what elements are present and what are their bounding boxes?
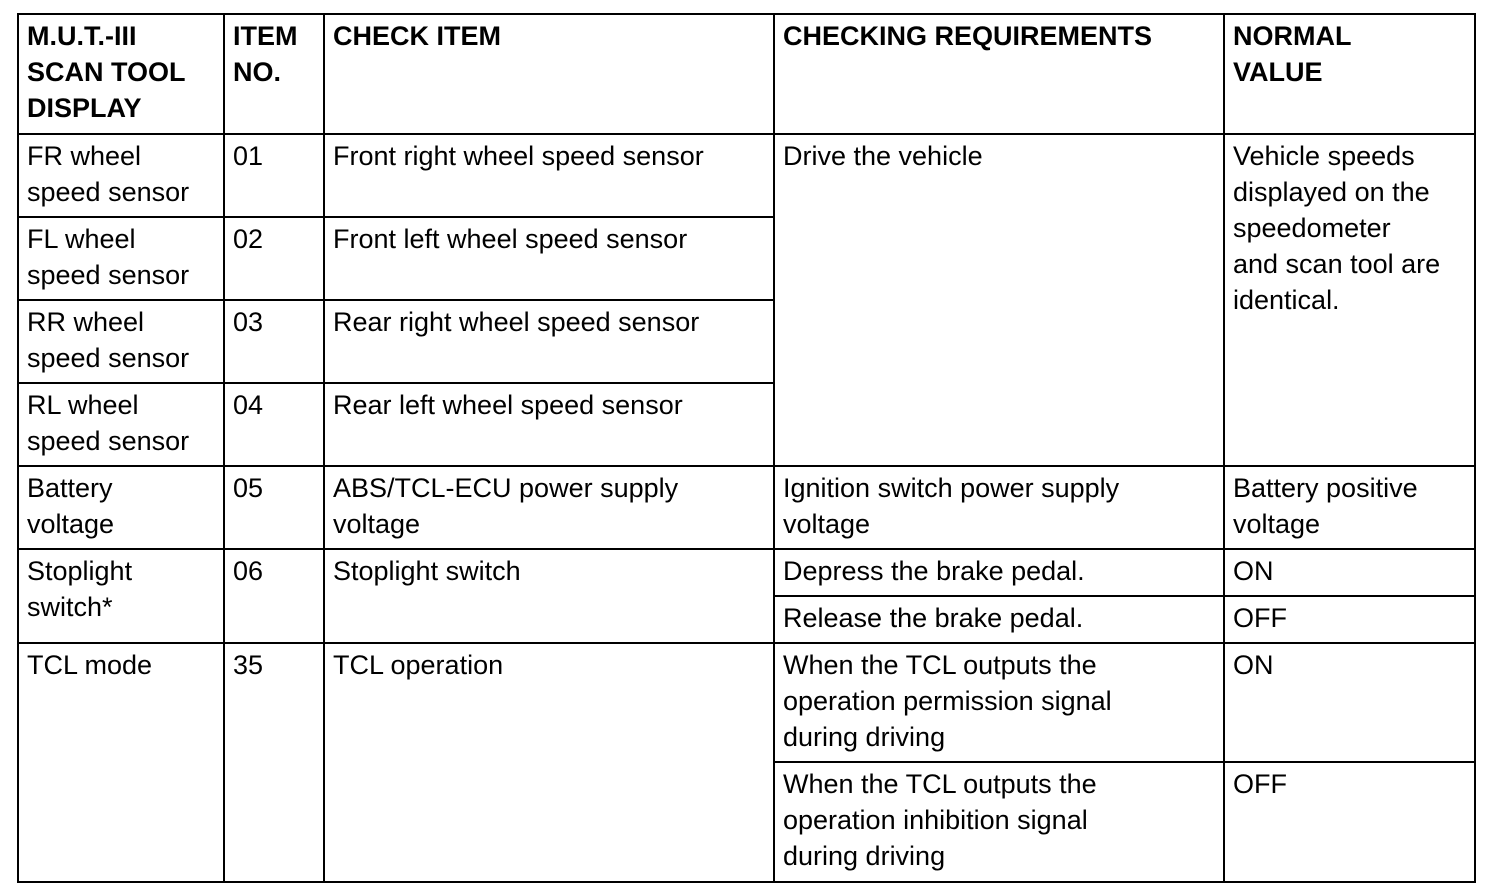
check-item-text: Front right wheel speed sensor [333, 141, 704, 171]
header-check-item [324, 14, 774, 134]
item-no-cell [224, 383, 324, 466]
normal-value-text: OFF [1233, 603, 1287, 633]
table-row [18, 466, 1475, 549]
header-normal-value-label: NORMAL VALUE [1233, 21, 1352, 87]
normal-value-text: Battery positive voltage [1233, 473, 1418, 539]
requirement-text: Ignition switch power supply voltage [783, 473, 1120, 539]
normal-value-text: Vehicle speeds displayed on the speedometer and scan tool are identical. [1233, 141, 1441, 315]
check-item-text: ABS/TCL-ECU power supply voltage [333, 473, 679, 539]
item-no-text: 05 [233, 473, 264, 503]
check-item-cell [324, 383, 774, 466]
header-item-no [224, 14, 324, 134]
item-no-cell [224, 300, 324, 383]
item-no-text: 03 [233, 307, 264, 337]
display-cell [18, 643, 224, 882]
check-item-text: Rear right wheel speed sensor [333, 307, 700, 337]
normal-value-cell [1224, 762, 1475, 882]
normal-value-cell [1224, 466, 1475, 549]
data-list-table [17, 13, 1476, 883]
normal-value-text: OFF [1233, 769, 1287, 799]
table-row [18, 643, 1475, 762]
item-no-text: 01 [233, 141, 264, 171]
display-cell [18, 217, 224, 300]
table-row [18, 134, 1475, 217]
requirement-text: Release the brake pedal. [783, 603, 1084, 633]
display-text: FL wheel speed sensor [27, 224, 190, 290]
check-item-cell [324, 549, 774, 643]
item-no-text: 06 [233, 556, 264, 586]
item-no-cell [224, 549, 324, 643]
check-item-cell [324, 300, 774, 383]
check-item-text: TCL operation [333, 650, 504, 680]
check-item-cell [324, 643, 774, 882]
check-item-cell [324, 217, 774, 300]
item-no-text: 35 [233, 650, 264, 680]
requirement-cell [774, 466, 1224, 549]
display-text: Stoplight switch* [27, 556, 133, 622]
display-text: TCL mode [27, 650, 153, 680]
display-text: RL wheel speed sensor [27, 390, 190, 456]
header-normal-value [1224, 14, 1475, 134]
check-item-cell [324, 466, 774, 549]
display-text: Battery voltage [27, 473, 115, 539]
requirement-cell [774, 596, 1224, 643]
requirement-text: Depress the brake pedal. [783, 556, 1085, 586]
normal-value-text: ON [1233, 556, 1274, 586]
item-no-text: 02 [233, 224, 264, 254]
header-checking-requirements [774, 14, 1224, 134]
item-no-cell [224, 466, 324, 549]
display-text: FR wheel speed sensor [27, 141, 190, 207]
item-no-cell [224, 217, 324, 300]
item-no-cell [224, 643, 324, 882]
requirement-text: When the TCL outputs the operation inhibition signal during driving [783, 769, 1097, 871]
requirement-cell [774, 643, 1224, 762]
header-scan-tool-display-label: M.U.T.-III SCAN TOOL DISPLAY [27, 21, 186, 123]
header-item-no-label: ITEM NO. [233, 21, 298, 87]
normal-value-text: ON [1233, 650, 1274, 680]
check-item-text: Rear left wheel speed sensor [333, 390, 683, 420]
requirement-cell [774, 762, 1224, 882]
check-item-cell [324, 134, 774, 217]
display-cell [18, 549, 224, 643]
check-item-text: Front left wheel speed sensor [333, 224, 688, 254]
requirement-text: Drive the vehicle [783, 141, 983, 171]
item-no-cell [224, 134, 324, 217]
check-item-text: Stoplight switch [333, 556, 521, 586]
display-cell [18, 383, 224, 466]
header-scan-tool-display [18, 14, 224, 134]
display-cell [18, 300, 224, 383]
normal-value-cell [1224, 134, 1475, 466]
header-check-item-label: CHECK ITEM [333, 21, 501, 51]
display-cell [18, 466, 224, 549]
item-no-text: 04 [233, 390, 264, 420]
requirement-cell [774, 549, 1224, 596]
header-checking-requirements-label: CHECKING REQUIREMENTS [783, 21, 1153, 51]
table-row [18, 549, 1475, 596]
requirement-text: When the TCL outputs the operation permission signal during driving [783, 650, 1112, 752]
display-text: RR wheel speed sensor [27, 307, 190, 373]
display-cell [18, 134, 224, 217]
normal-value-cell [1224, 596, 1475, 643]
table-header-row [18, 14, 1475, 134]
normal-value-cell [1224, 643, 1475, 762]
normal-value-cell [1224, 549, 1475, 596]
requirement-cell [774, 134, 1224, 466]
